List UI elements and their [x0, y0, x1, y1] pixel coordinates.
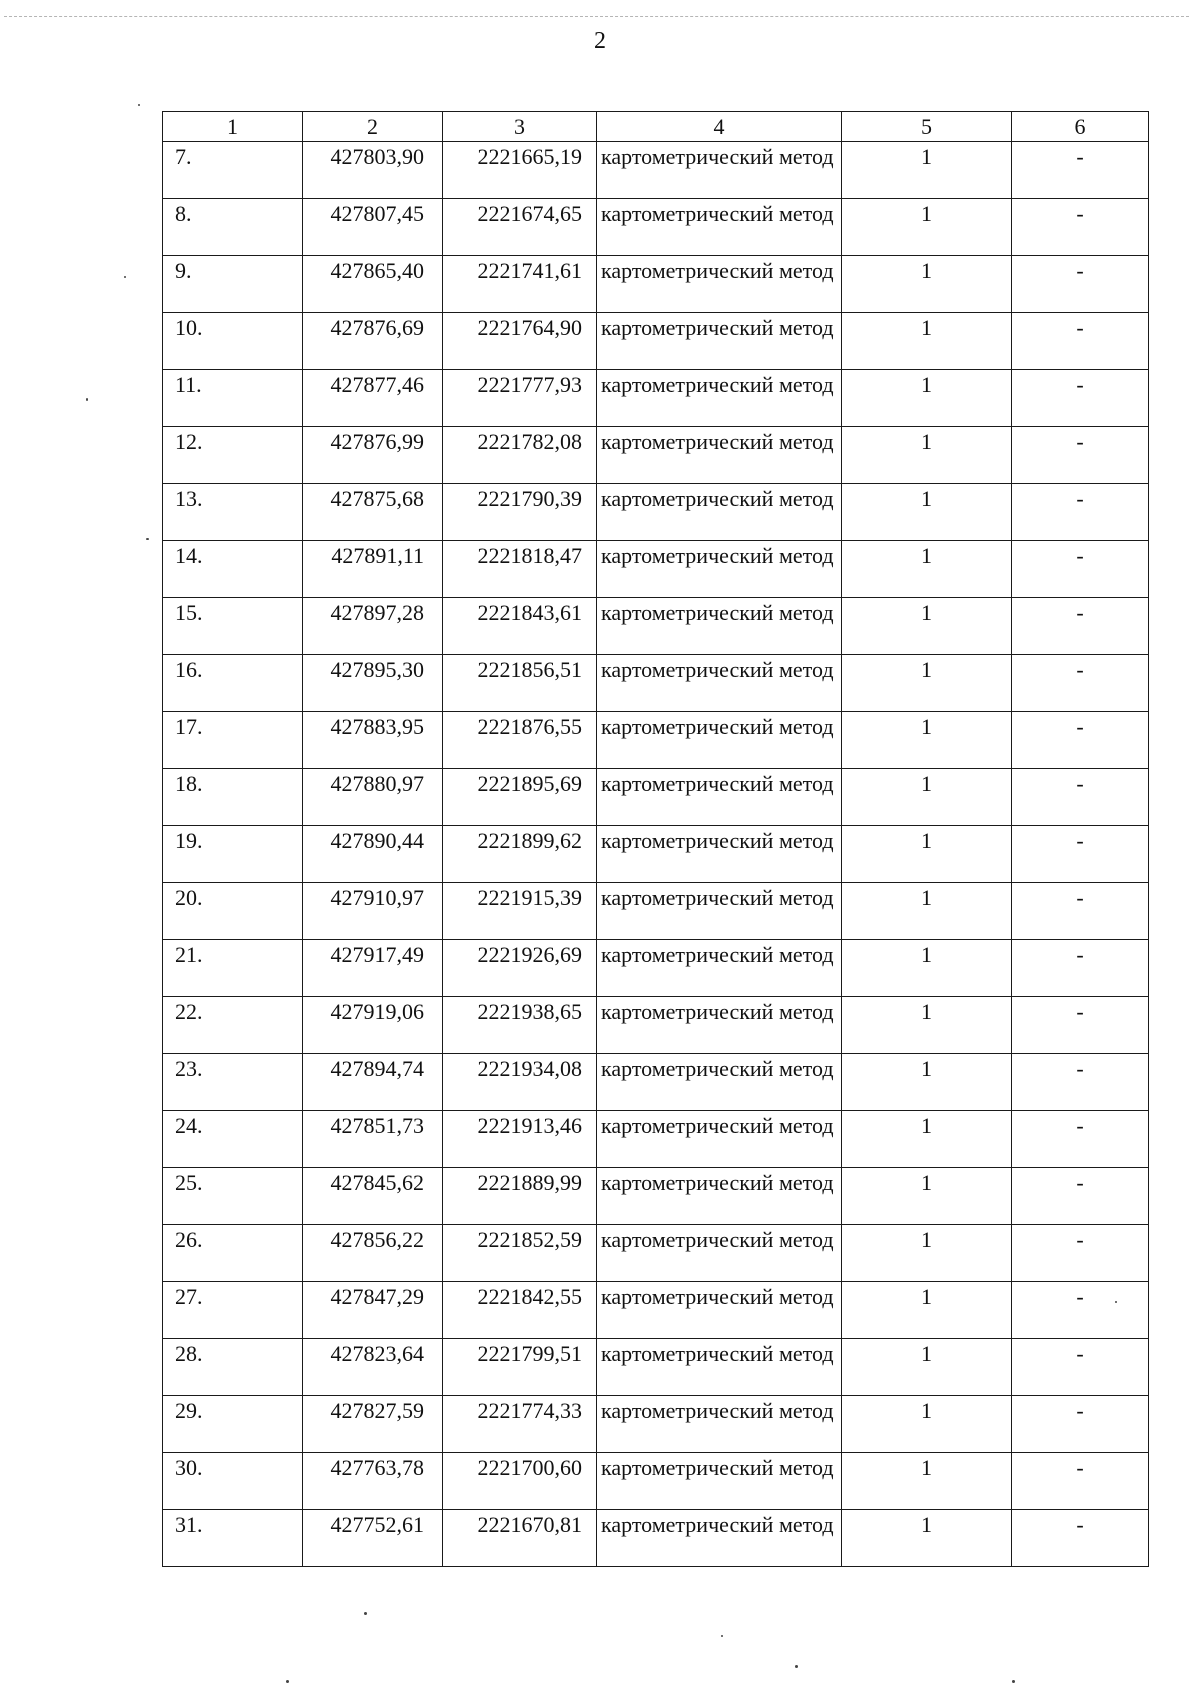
point-number-cell: 9. — [163, 256, 303, 313]
x-coordinate-cell: 427845,62 — [303, 1168, 443, 1225]
y-coordinate-cell: 2221926,69 — [443, 940, 597, 997]
method-cell: картометрический метод — [597, 541, 842, 598]
method-cell: картометрический метод — [597, 883, 842, 940]
x-coordinate-cell: 427823,64 — [303, 1339, 443, 1396]
method-cell: картометрический метод — [597, 1339, 842, 1396]
table-row — [163, 826, 1149, 883]
table-row — [163, 142, 1149, 199]
point-number-cell: 25. — [163, 1168, 303, 1225]
table-row — [163, 655, 1149, 712]
x-coordinate-cell: 427807,45 — [303, 199, 443, 256]
accuracy-cell: 1 — [842, 598, 1012, 655]
method-cell: картометрический метод — [597, 484, 842, 541]
method-cell: картометрический метод — [597, 1168, 842, 1225]
point-number-cell: 14. — [163, 541, 303, 598]
method-cell: картометрический метод — [597, 199, 842, 256]
note-cell: - — [1012, 484, 1149, 541]
accuracy-cell: 1 — [842, 712, 1012, 769]
y-coordinate-cell: 2221915,39 — [443, 883, 597, 940]
y-coordinate-cell: 2221842,55 — [443, 1282, 597, 1339]
point-number-cell: 11. — [163, 370, 303, 427]
scan-speck — [364, 1612, 367, 1615]
x-coordinate-cell: 427880,97 — [303, 769, 443, 826]
x-coordinate-cell: 427910,97 — [303, 883, 443, 940]
note-cell: - — [1012, 1396, 1149, 1453]
method-cell: картометрический метод — [597, 1282, 842, 1339]
method-cell: картометрический метод — [597, 712, 842, 769]
table-row — [163, 1054, 1149, 1111]
method-cell: картометрический метод — [597, 142, 842, 199]
column-header-3: 3 — [443, 112, 597, 142]
table-row — [163, 997, 1149, 1054]
point-number-cell: 16. — [163, 655, 303, 712]
accuracy-cell: 1 — [842, 370, 1012, 427]
accuracy-cell: 1 — [842, 1396, 1012, 1453]
scan-speck — [286, 1680, 289, 1683]
table-row — [163, 712, 1149, 769]
accuracy-cell: 1 — [842, 769, 1012, 826]
note-cell: - — [1012, 142, 1149, 199]
y-coordinate-cell: 2221777,93 — [443, 370, 597, 427]
accuracy-cell: 1 — [842, 1225, 1012, 1282]
table-row — [163, 199, 1149, 256]
column-header-1: 1 — [163, 112, 303, 142]
x-coordinate-cell: 427897,28 — [303, 598, 443, 655]
method-cell: картометрический метод — [597, 655, 842, 712]
x-coordinate-cell: 427763,78 — [303, 1453, 443, 1510]
point-number-cell: 7. — [163, 142, 303, 199]
accuracy-cell: 1 — [842, 484, 1012, 541]
scan-speck — [86, 398, 88, 401]
point-number-cell: 17. — [163, 712, 303, 769]
y-coordinate-cell: 2221938,65 — [443, 997, 597, 1054]
x-coordinate-cell: 427895,30 — [303, 655, 443, 712]
y-coordinate-cell: 2221741,61 — [443, 256, 597, 313]
point-number-cell: 30. — [163, 1453, 303, 1510]
table-row — [163, 370, 1149, 427]
note-cell: - — [1012, 1339, 1149, 1396]
accuracy-cell: 1 — [842, 883, 1012, 940]
x-coordinate-cell: 427894,74 — [303, 1054, 443, 1111]
point-number-cell: 12. — [163, 427, 303, 484]
point-number-cell: 24. — [163, 1111, 303, 1168]
column-header-2: 2 — [303, 112, 443, 142]
table-row — [163, 1225, 1149, 1282]
method-cell: картометрический метод — [597, 1396, 842, 1453]
method-cell: картометрический метод — [597, 826, 842, 883]
note-cell: - — [1012, 1054, 1149, 1111]
point-number-cell: 20. — [163, 883, 303, 940]
table-row — [163, 883, 1149, 940]
method-cell: картометрический метод — [597, 940, 842, 997]
method-cell: картометрический метод — [597, 427, 842, 484]
point-number-cell: 23. — [163, 1054, 303, 1111]
x-coordinate-cell: 427876,69 — [303, 313, 443, 370]
x-coordinate-cell: 427851,73 — [303, 1111, 443, 1168]
y-coordinate-cell: 2221782,08 — [443, 427, 597, 484]
note-cell: - — [1012, 427, 1149, 484]
accuracy-cell: 1 — [842, 199, 1012, 256]
note-cell: - — [1012, 997, 1149, 1054]
accuracy-cell: 1 — [842, 427, 1012, 484]
y-coordinate-cell: 2221790,39 — [443, 484, 597, 541]
x-coordinate-cell: 427865,40 — [303, 256, 443, 313]
point-number-cell: 29. — [163, 1396, 303, 1453]
y-coordinate-cell: 2221913,46 — [443, 1111, 597, 1168]
note-cell: - — [1012, 598, 1149, 655]
point-number-cell: 15. — [163, 598, 303, 655]
scan-top-rule — [4, 16, 1189, 17]
x-coordinate-cell: 427891,11 — [303, 541, 443, 598]
column-header-6: 6 — [1012, 112, 1149, 142]
method-cell: картометрический метод — [597, 1453, 842, 1510]
accuracy-cell: 1 — [842, 541, 1012, 598]
note-cell: - — [1012, 313, 1149, 370]
table-row — [163, 1453, 1149, 1510]
x-coordinate-cell: 427752,61 — [303, 1510, 443, 1567]
method-cell: картометрический метод — [597, 370, 842, 427]
note-cell: - — [1012, 712, 1149, 769]
accuracy-cell: 1 — [842, 1339, 1012, 1396]
note-cell: - — [1012, 1510, 1149, 1567]
y-coordinate-cell: 2221818,47 — [443, 541, 597, 598]
point-number-cell: 8. — [163, 199, 303, 256]
table-row — [163, 1111, 1149, 1168]
x-coordinate-cell: 427875,68 — [303, 484, 443, 541]
page-number: 2 — [594, 28, 606, 54]
note-cell: - — [1012, 826, 1149, 883]
method-cell: картометрический метод — [597, 1225, 842, 1282]
note-cell: - — [1012, 940, 1149, 997]
scan-speck — [1012, 1680, 1015, 1683]
method-cell: картометрический метод — [597, 1111, 842, 1168]
note-cell: - — [1012, 1225, 1149, 1282]
x-coordinate-cell: 427876,99 — [303, 427, 443, 484]
y-coordinate-cell: 2221700,60 — [443, 1453, 597, 1510]
point-number-cell: 28. — [163, 1339, 303, 1396]
note-cell: - — [1012, 1282, 1149, 1339]
table-row — [163, 940, 1149, 997]
y-coordinate-cell: 2221852,59 — [443, 1225, 597, 1282]
accuracy-cell: 1 — [842, 655, 1012, 712]
point-number-cell: 26. — [163, 1225, 303, 1282]
table-body — [163, 142, 1149, 1567]
scan-speck — [124, 276, 126, 278]
x-coordinate-cell: 427856,22 — [303, 1225, 443, 1282]
point-number-cell: 13. — [163, 484, 303, 541]
method-cell: картометрический метод — [597, 598, 842, 655]
table-row — [163, 1168, 1149, 1225]
point-number-cell: 31. — [163, 1510, 303, 1567]
y-coordinate-cell: 2221665,19 — [443, 142, 597, 199]
point-number-cell: 22. — [163, 997, 303, 1054]
y-coordinate-cell: 2221889,99 — [443, 1168, 597, 1225]
point-number-cell: 21. — [163, 940, 303, 997]
scan-speck — [795, 1665, 798, 1668]
y-coordinate-cell: 2221899,62 — [443, 826, 597, 883]
x-coordinate-cell: 427803,90 — [303, 142, 443, 199]
table-row — [163, 1396, 1149, 1453]
accuracy-cell: 1 — [842, 1282, 1012, 1339]
y-coordinate-cell: 2221799,51 — [443, 1339, 597, 1396]
note-cell: - — [1012, 1168, 1149, 1225]
table-row — [163, 256, 1149, 313]
y-coordinate-cell: 2221764,90 — [443, 313, 597, 370]
accuracy-cell: 1 — [842, 1054, 1012, 1111]
scan-speck — [1115, 1301, 1117, 1303]
table-row — [163, 541, 1149, 598]
table-header-row — [163, 112, 1149, 142]
table-row — [163, 313, 1149, 370]
note-cell: - — [1012, 1453, 1149, 1510]
x-coordinate-cell: 427917,49 — [303, 940, 443, 997]
table-row — [163, 1282, 1149, 1339]
note-cell: - — [1012, 541, 1149, 598]
column-header-5: 5 — [842, 112, 1012, 142]
y-coordinate-cell: 2221670,81 — [443, 1510, 597, 1567]
note-cell: - — [1012, 199, 1149, 256]
y-coordinate-cell: 2221876,55 — [443, 712, 597, 769]
table-row — [163, 598, 1149, 655]
y-coordinate-cell: 2221774,33 — [443, 1396, 597, 1453]
accuracy-cell: 1 — [842, 1111, 1012, 1168]
note-cell: - — [1012, 256, 1149, 313]
x-coordinate-cell: 427883,95 — [303, 712, 443, 769]
accuracy-cell: 1 — [842, 142, 1012, 199]
x-coordinate-cell: 427847,29 — [303, 1282, 443, 1339]
accuracy-cell: 1 — [842, 940, 1012, 997]
accuracy-cell: 1 — [842, 313, 1012, 370]
point-number-cell: 27. — [163, 1282, 303, 1339]
note-cell: - — [1012, 883, 1149, 940]
y-coordinate-cell: 2221895,69 — [443, 769, 597, 826]
scan-speck — [146, 538, 149, 540]
y-coordinate-cell: 2221843,61 — [443, 598, 597, 655]
point-number-cell: 19. — [163, 826, 303, 883]
accuracy-cell: 1 — [842, 1168, 1012, 1225]
table-row — [163, 1510, 1149, 1567]
accuracy-cell: 1 — [842, 256, 1012, 313]
accuracy-cell: 1 — [842, 826, 1012, 883]
scan-speck — [721, 1635, 723, 1637]
method-cell: картометрический метод — [597, 997, 842, 1054]
note-cell: - — [1012, 370, 1149, 427]
method-cell: картометрический метод — [597, 1054, 842, 1111]
coordinates-table — [162, 111, 1149, 1567]
note-cell: - — [1012, 769, 1149, 826]
y-coordinate-cell: 2221674,65 — [443, 199, 597, 256]
note-cell: - — [1012, 655, 1149, 712]
note-cell: - — [1012, 1111, 1149, 1168]
point-number-cell: 10. — [163, 313, 303, 370]
scan-speck — [138, 104, 140, 106]
y-coordinate-cell: 2221934,08 — [443, 1054, 597, 1111]
column-header-4: 4 — [597, 112, 842, 142]
table-row — [163, 1339, 1149, 1396]
method-cell: картометрический метод — [597, 313, 842, 370]
accuracy-cell: 1 — [842, 1510, 1012, 1567]
method-cell: картометрический метод — [597, 256, 842, 313]
table-row — [163, 427, 1149, 484]
y-coordinate-cell: 2221856,51 — [443, 655, 597, 712]
table-row — [163, 484, 1149, 541]
x-coordinate-cell: 427890,44 — [303, 826, 443, 883]
table-row — [163, 769, 1149, 826]
accuracy-cell: 1 — [842, 997, 1012, 1054]
x-coordinate-cell: 427827,59 — [303, 1396, 443, 1453]
method-cell: картометрический метод — [597, 1510, 842, 1567]
method-cell: картометрический метод — [597, 769, 842, 826]
x-coordinate-cell: 427877,46 — [303, 370, 443, 427]
point-number-cell: 18. — [163, 769, 303, 826]
accuracy-cell: 1 — [842, 1453, 1012, 1510]
x-coordinate-cell: 427919,06 — [303, 997, 443, 1054]
